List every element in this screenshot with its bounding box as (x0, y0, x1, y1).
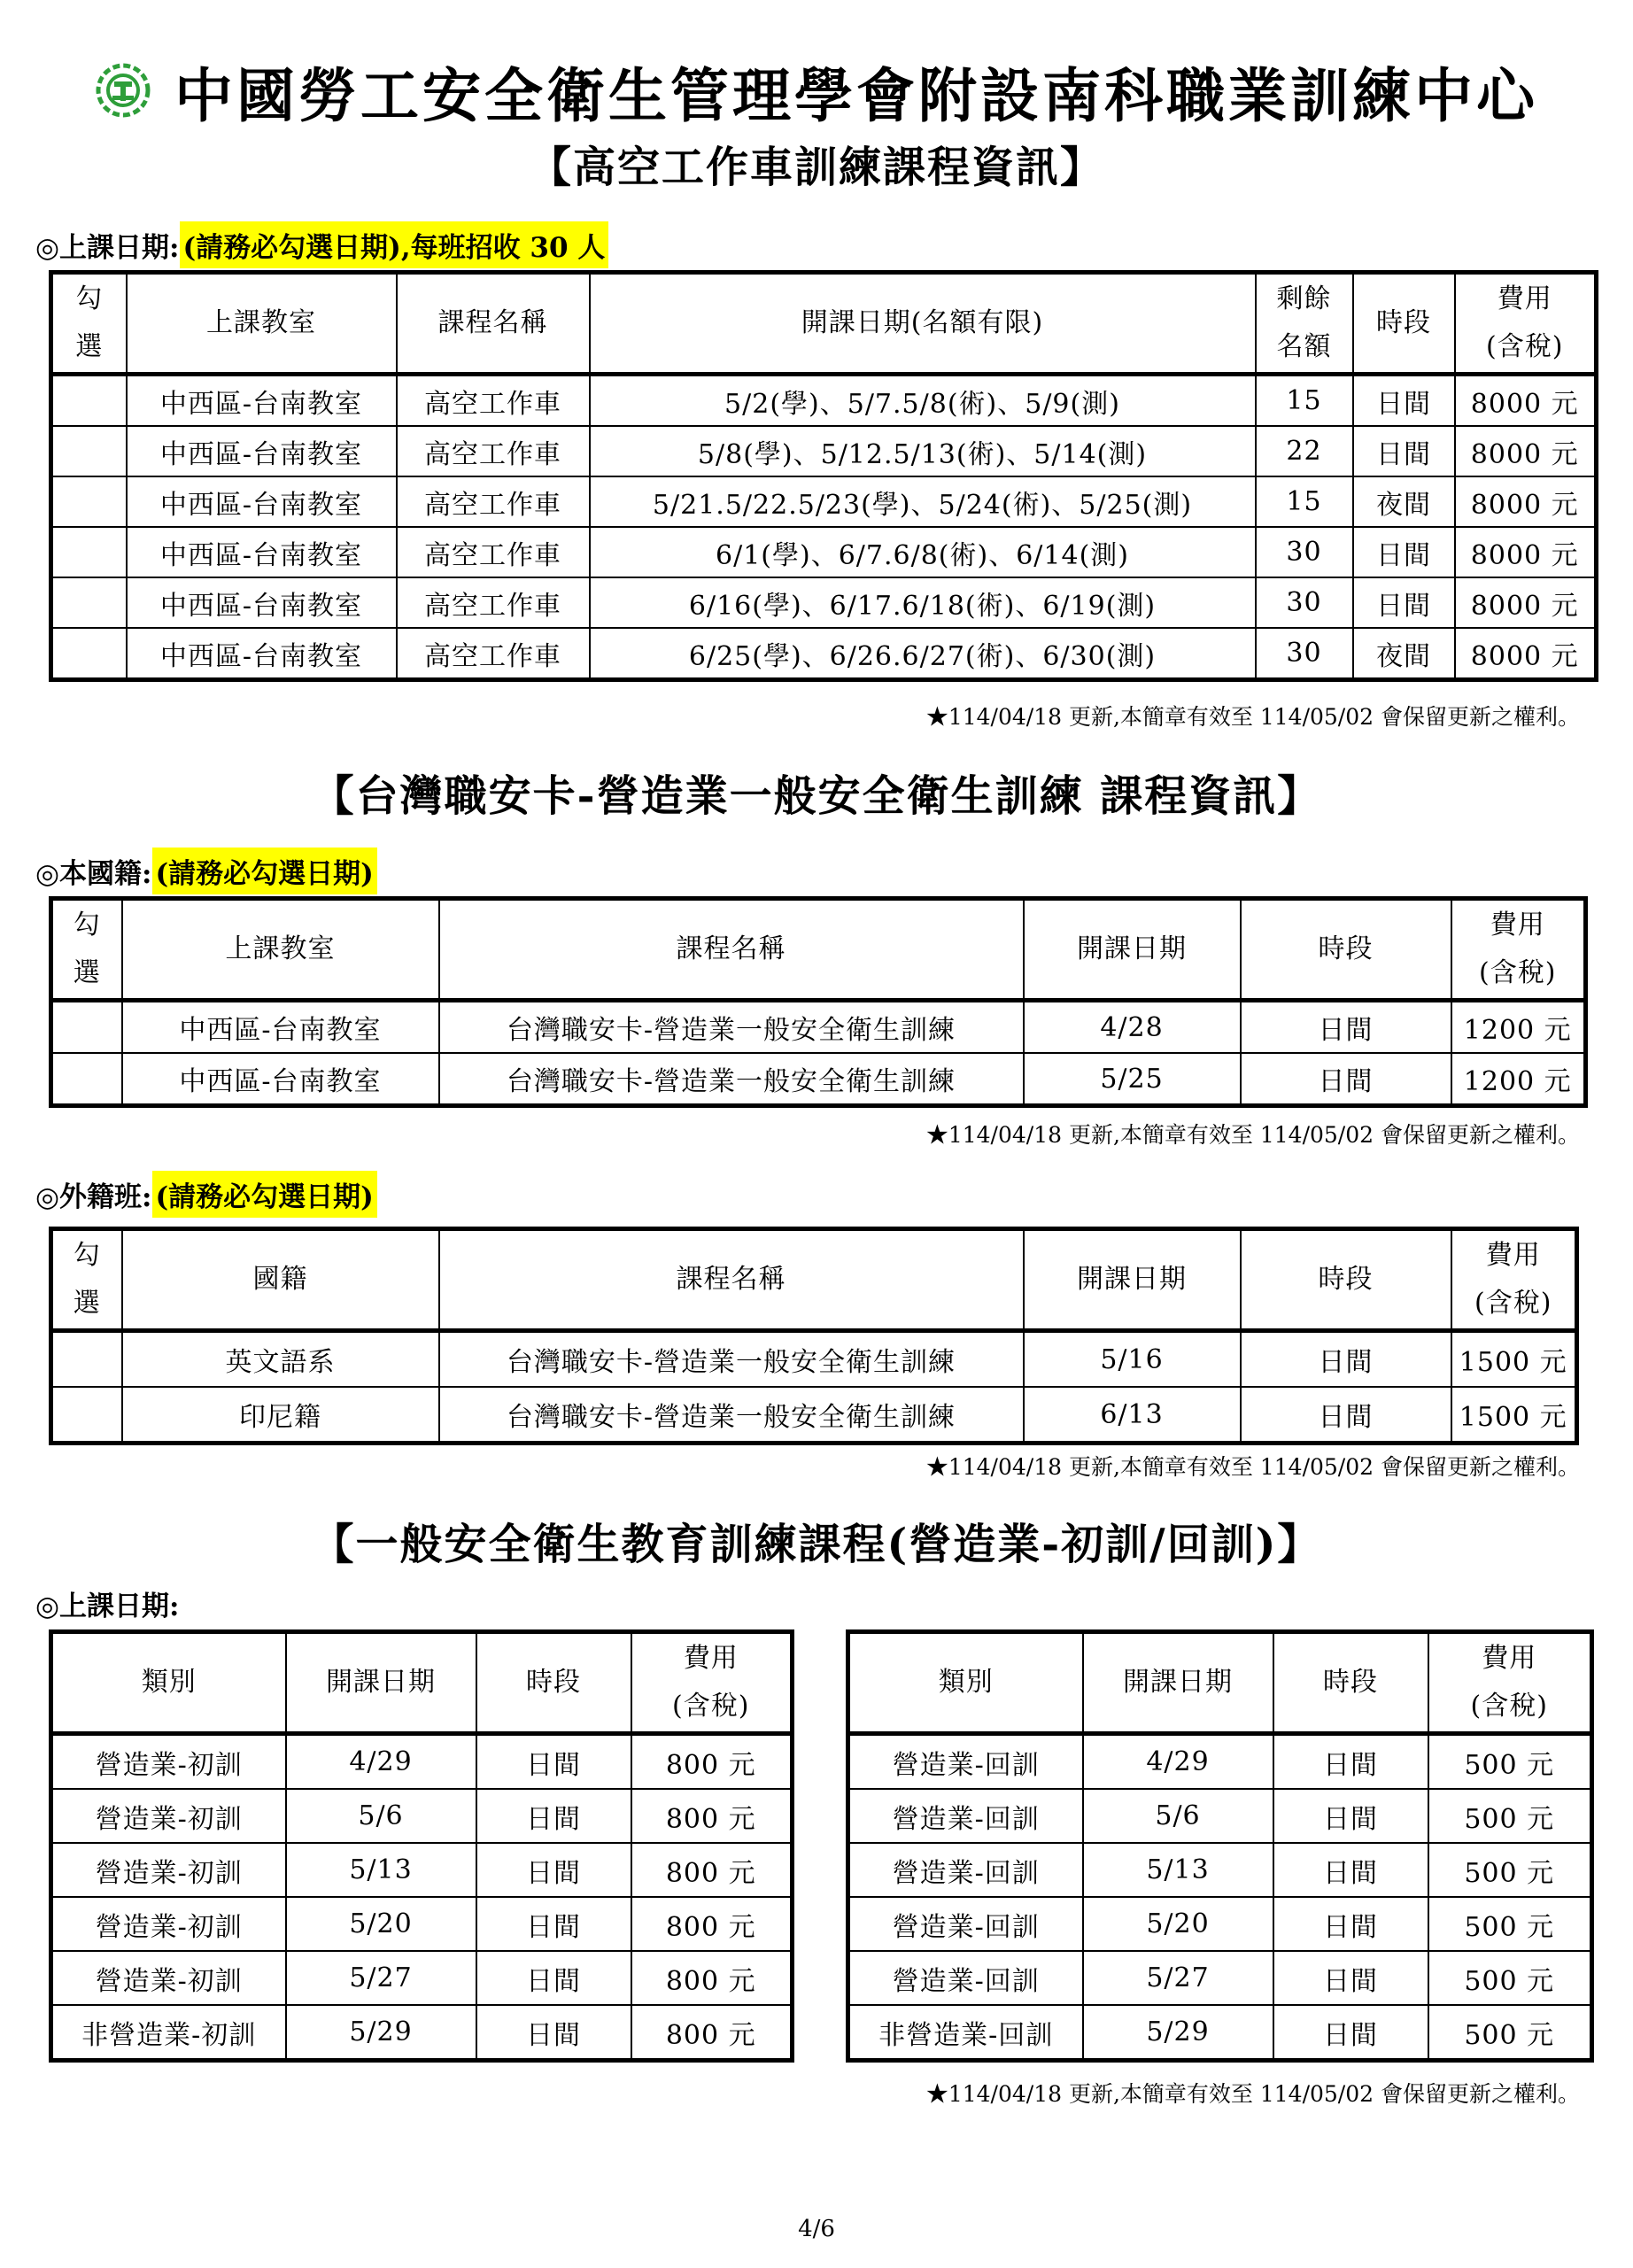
col-fee: 費用 (含稅) (1455, 273, 1597, 375)
refresher-training-table (846, 1629, 1594, 2063)
table-header (51, 273, 1597, 375)
aerial-course-table (49, 270, 1598, 682)
org-header (0, 46, 1633, 135)
section2-foreign-lead: ◎外籍班: (請務必勾選日期) (35, 1169, 377, 1219)
table-row: 中西區-台南教室 高空工作車 5/8(學)、5/12.5/13(術)、5/14(測) 22 日間 8000 元 (51, 426, 1597, 476)
check-cell[interactable] (51, 1331, 122, 1388)
check-cell[interactable] (51, 1001, 122, 1054)
section3-title: 【一般安全衛生教育訓練課程(營造業-初訓/回訓)】 (311, 1520, 1322, 1569)
table-header: 勾 選 國籍 課程名稱 開課日期 時段 費用 (含稅) (51, 1229, 1577, 1331)
col-room: 上課教室 (127, 273, 397, 375)
table-row: 營造業-初訓 5/13 日間 800 元 (51, 1843, 793, 1897)
col-course: 課程名稱 (397, 273, 590, 375)
table-row: 營造業-初訓 4/29 日間 800 元 (51, 1734, 793, 1790)
check-cell[interactable] (51, 628, 127, 680)
org-logo-icon (95, 62, 151, 119)
col-slot: 時段 (1353, 273, 1455, 375)
section2-foreign-note: ★114/04/18 更新,本簡章有效至 114/05/02 會保留更新之權利。 (925, 1454, 1580, 1480)
foreign-course-table (49, 1227, 1579, 1445)
table-row: 營造業-回訓 5/13 日間 500 元 (848, 1843, 1592, 1897)
section3-lead: ◎上課日期: (35, 1590, 180, 1622)
page-number: 4/6 (798, 2216, 835, 2242)
table-header: 勾 選 上課教室 課程名稱 開課日期 時段 費用 (含稅) (51, 899, 1586, 1001)
table-row: 營造業-初訓 5/6 日間 800 元 (51, 1789, 793, 1843)
initial-training-table (49, 1629, 794, 2063)
local-course-table (49, 896, 1588, 1108)
col-check: 勾 選 (51, 273, 127, 375)
table-row: 中西區-台南教室 高空工作車 6/16(學)、6/17.6/18(術)、6/19(測) 30 日間 8000 元 (51, 577, 1597, 628)
check-cell[interactable] (51, 577, 127, 628)
table-row: 中西區-台南教室 台灣職安卡-營造業一般安全衛生訓練 5/25 日間 1200 元 (51, 1053, 1586, 1106)
table-row: 中西區-台南教室 高空工作車 5/21.5/22.5/23(學)、5/24(術)、5/25(測) 15 夜間 8000 元 (51, 476, 1597, 527)
check-cell[interactable] (51, 527, 127, 577)
table-row: 營造業-初訓 5/27 日間 800 元 (51, 1951, 793, 2005)
table-row: 印尼籍 台灣職安卡-營造業一般安全衛生訓練 6/13 日間 1500 元 (51, 1387, 1577, 1444)
section1-note: ★114/04/18 更新,本簡章有效至 114/05/02 會保留更新之權利。 (925, 704, 1580, 730)
check-cell[interactable] (51, 1387, 122, 1444)
check-cell[interactable] (51, 1053, 122, 1106)
check-cell[interactable] (51, 426, 127, 476)
section1-lead-highlight: (請務必勾選日期),每班招收 30 人 (180, 221, 609, 268)
check-cell[interactable] (51, 476, 127, 527)
section1-lead-label: ◎上課日期: (35, 231, 180, 264)
table-row: 營造業-回訓 5/20 日間 500 元 (848, 1897, 1592, 1951)
col-remaining: 剩餘 名額 (1256, 273, 1353, 375)
table-row: 中西區-台南教室 高空工作車 6/25(學)、6/26.6/27(術)、6/30(測) 30 夜間 8000 元 (51, 628, 1597, 680)
table-row: 中西區-台南教室 高空工作車 5/2(學)、5/7.5/8(術)、5/9(測) 15 日間 8000 元 (51, 375, 1597, 427)
table-row: 中西區-台南教室 高空工作車 6/1(學)、6/7.6/8(術)、6/14(測) 30 日間 8000 元 (51, 527, 1597, 577)
table-row: 營造業-回訓 5/6 日間 500 元 (848, 1789, 1592, 1843)
table-row: 營造業-初訓 5/20 日間 800 元 (51, 1897, 793, 1951)
table-header: 類別 開課日期 時段 費用 (含稅) (51, 1632, 793, 1734)
table-row: 營造業-回訓 5/27 日間 500 元 (848, 1951, 1592, 2005)
section1-title: 【高空工作車訓練課程資訊】 (528, 143, 1104, 192)
check-cell[interactable] (51, 375, 127, 427)
section3-note: ★114/04/18 更新,本簡章有效至 114/05/02 會保留更新之權利。 (925, 2081, 1580, 2107)
section2-title: 【台灣職安卡-營造業一般安全衛生訓練 課程資訊】 (311, 771, 1322, 821)
col-dates: 開課日期(名額有限) (590, 273, 1256, 375)
table-row: 營造業-回訓 4/29 日間 500 元 (848, 1734, 1592, 1790)
table-header: 類別 開課日期 時段 費用 (含稅) (848, 1632, 1592, 1734)
table-row: 非營造業-初訓 5/29 日間 800 元 (51, 2005, 793, 2061)
table-row: 英文語系 台灣職安卡-營造業一般安全衛生訓練 5/16 日間 1500 元 (51, 1331, 1577, 1388)
org-name: 中國勞工安全衛生管理學會附設南科職業訓練中心 (174, 60, 1538, 130)
table-row: 中西區-台南教室 台灣職安卡-營造業一般安全衛生訓練 4/28 日間 1200 元 (51, 1001, 1586, 1054)
table-row: 非營造業-回訓 5/29 日間 500 元 (848, 2005, 1592, 2061)
section2-local-note: ★114/04/18 更新,本簡章有效至 114/05/02 會保留更新之權利。 (925, 1122, 1580, 1148)
section2-local-lead: ◎本國籍: (請務必勾選日期) (35, 846, 377, 895)
section1-lead (35, 220, 608, 269)
